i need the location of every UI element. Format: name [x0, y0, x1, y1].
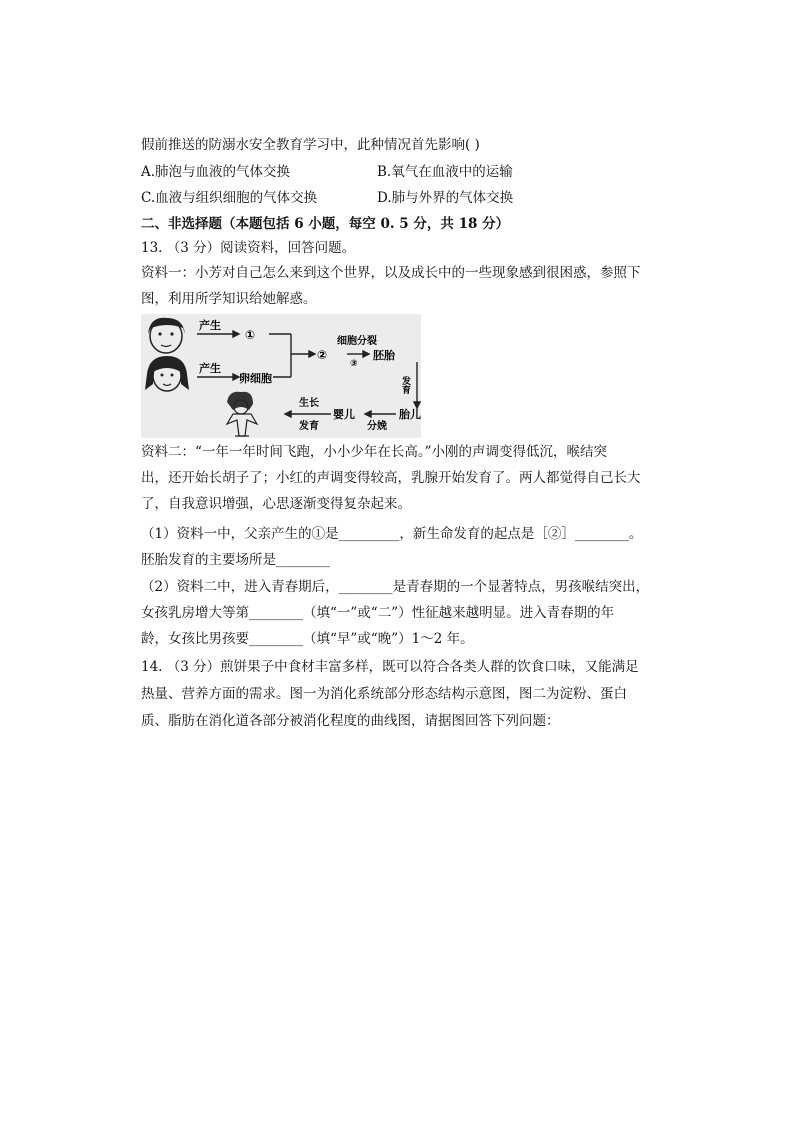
- section2-heading: 二、非选择题（本题包括 6 小题，每空 0. 5 分，共 18 分）: [141, 216, 510, 232]
- material2-line1: 资料二：“一年一年时间飞跑，小小少年在长高。”小刚的声调变得低沉，喉结突: [141, 444, 608, 460]
- q13-sub2-line1: （2）资料二中，进入青春期后，________是青春期的一个显著特点，男孩喉结突出，: [141, 579, 650, 595]
- embryo-label: 胚胎: [373, 349, 395, 362]
- growth-label: 生长: [299, 398, 319, 409]
- egg-cell-label: 卵细胞: [239, 372, 272, 385]
- q13-sub2-line3: 龄，女孩比男孩要________（填“早”或“晚”）1～2 年。: [141, 631, 474, 647]
- develop-label: 发育: [400, 376, 410, 394]
- option-d: D.肺与外界的气体交换: [377, 190, 514, 206]
- material2-line2: 出，还开始长胡子了；小红的声调变得较高，乳腺开始发育了。两人都觉得自己长大: [141, 470, 641, 486]
- q12-tail: 假前推送的防溺水安全教育学习中，此种情况首先影响( ): [141, 137, 480, 153]
- q14-line2: 热量、营养方面的需求。图一为消化系统部分形态结构示意图，图二为淀粉、蛋白: [141, 686, 627, 702]
- q13-sub1-line1: （1）资料一中，父亲产生的①是_________，新生命发育的起点是［②］________。: [141, 526, 643, 542]
- option-a: A.肺泡与血液的气体交换: [141, 164, 291, 180]
- diagram-label-1: ①: [245, 328, 256, 342]
- cell-division-label: 细胞分裂: [337, 336, 377, 347]
- diagram-label-3: ③: [350, 359, 358, 369]
- produce-mother-label: 产生: [199, 362, 221, 375]
- q13-sub2-line2: 女孩乳房增大等第________（填“一”或“二”）性征越来越明显。进入青春期的年: [141, 605, 615, 621]
- q14-line1: 14. （3 分）煎饼果子中食材丰富多样，既可以符合各类人群的饮食口味，又能满足: [141, 659, 639, 675]
- diagram-label-2: ②: [317, 348, 328, 362]
- baby-label: 婴儿: [333, 408, 355, 421]
- fetus-label: 胎儿: [399, 408, 421, 421]
- q14-line3: 质、脂肪在消化道各部分被消化程度的曲线图，请据图回答下列问题：: [141, 713, 560, 729]
- growth-develop-label: 发育: [299, 421, 319, 432]
- reproduction-diagram: [141, 314, 421, 438]
- produce-father-label: 产生: [199, 319, 221, 332]
- option-c: C.血液与组织细胞的气体交换: [141, 190, 318, 206]
- material1-line1: 资料一：小芳对自己怎么来到这个世界，以及成长中的一些现象感到很困惑，参照下: [141, 265, 641, 281]
- material1-line2: 图，利用所学知识给她解惑。: [141, 291, 317, 307]
- material2-line3: 了，自我意识增强，心思逐渐变得复杂起来。: [141, 496, 411, 512]
- delivery-label: 分娩: [367, 421, 387, 432]
- option-b: B.氧气在血液中的运输: [377, 164, 513, 180]
- q13-intro: 13. （3 分）阅读资料，回答问题。: [141, 240, 356, 256]
- q13-sub1-line2: 胚胎发育的主要场所是________: [141, 552, 330, 568]
